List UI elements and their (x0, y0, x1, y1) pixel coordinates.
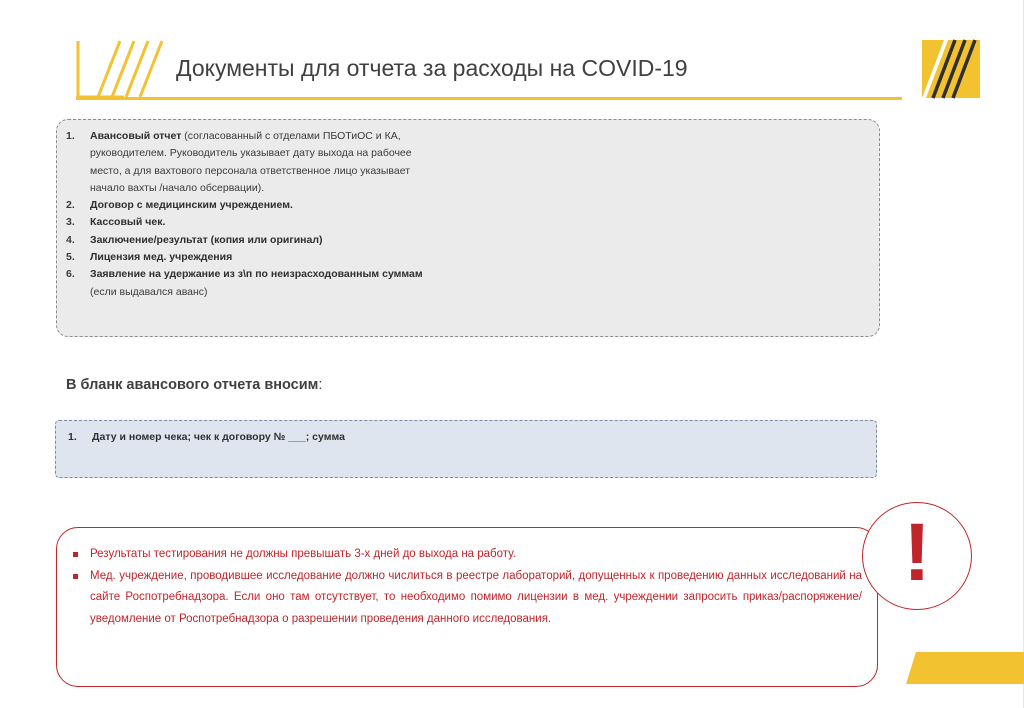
item-text: начало вахты /начало обсервации). (90, 181, 265, 194)
heading-colon: : (318, 377, 323, 393)
list-item (66, 197, 486, 214)
item-number: 4. (66, 233, 75, 246)
title-underline (76, 97, 902, 100)
warning-text: Результаты тестирования не должны превышать 3-х дней до выхода на работу. (90, 548, 516, 560)
item-number: 3. (66, 216, 75, 229)
warning-text: Мед. учреждение, проводившее исследование должно числиться в реестре лабораторий, допущенных к проведению данных исследований на сайте Роспотребнадзора. Если оно там отсутствует, то необходимо помимо лицензии в мед. учреждении запросить приказ/распоряжение/уведомление от Роспотребнадзора о разрешении проведения данного исследования. (90, 569, 862, 625)
logo-left-icon (76, 38, 166, 100)
list-item (66, 232, 486, 249)
warning-item (72, 566, 862, 631)
list-item (66, 249, 486, 266)
item-text: (если выдавался аванс) (90, 285, 208, 298)
item-number: 5. (66, 251, 75, 264)
list-item (66, 214, 486, 231)
item-title: Авансовый отчет (90, 130, 182, 142)
list-item (68, 431, 345, 443)
item-text: (согласованный с отделами ПБОТиОС и КА, (181, 130, 401, 142)
item-text: Дату и номер чека; чек к договору № ___; сумма (92, 431, 345, 443)
heading-text: В бланк авансового отчета вносим (66, 377, 319, 393)
documents-list (66, 128, 486, 301)
logo-right-icon (918, 38, 984, 100)
item-number: 1. (68, 431, 77, 443)
item-number: 2. (66, 199, 75, 212)
warning-list (72, 544, 862, 630)
advance-report-box (55, 420, 877, 478)
item-number: 1. (66, 130, 75, 142)
exclamation-icon: ! (903, 507, 931, 598)
warning-item (72, 544, 862, 566)
item-title: Заявление на удержание из з\п по неизрасходованным суммам (90, 268, 423, 281)
item-title: Договор с медицинским учреждением. (90, 199, 293, 212)
list-item (66, 128, 486, 197)
corner-stripe-icon (906, 650, 1024, 686)
advance-report-heading (66, 377, 322, 393)
list-item (66, 266, 486, 301)
square-bullet-icon (73, 574, 78, 579)
item-title: Кассовый чек. (90, 216, 166, 229)
item-text: руководителем. Руководитель указывает дату выхода на рабочее (90, 147, 412, 160)
square-bullet-icon (73, 552, 78, 557)
item-title: Лицензия мед. учреждения (90, 251, 233, 264)
page-title: Документы для отчета за расходы на COVID-19 (176, 55, 688, 81)
item-number: 6. (66, 268, 75, 281)
item-text: место, а для вахтового персонала ответственное лицо указывает (90, 164, 411, 177)
item-title: Заключение/результат (копия или оригинал) (90, 233, 323, 246)
